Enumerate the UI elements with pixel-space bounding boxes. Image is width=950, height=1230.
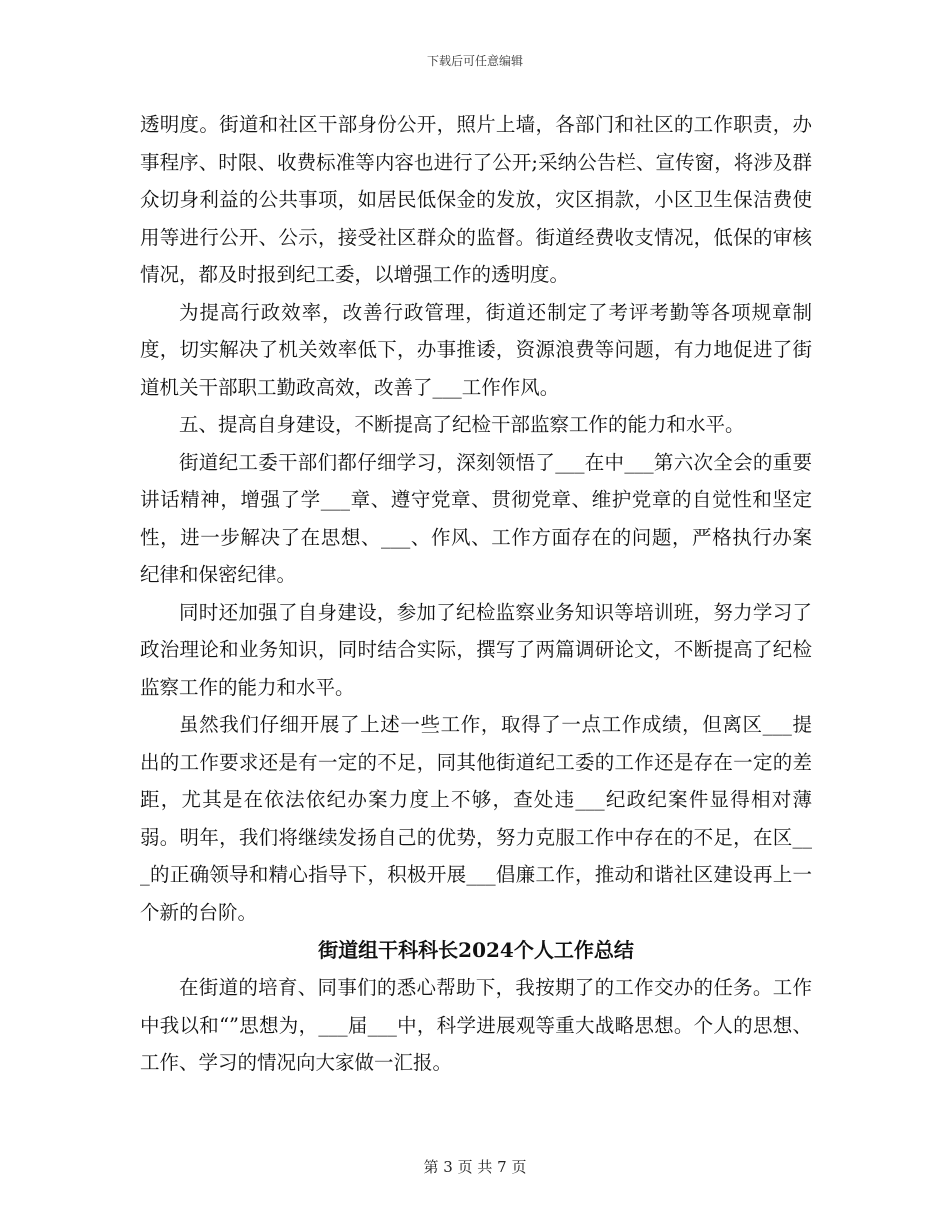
- page-footer: 第 3 页 共 7 页: [423, 1158, 527, 1176]
- paragraph: 五、提高自身建设，不断提高了纪检干部监察工作的能力和水平。: [179, 413, 745, 436]
- paragraph: 透明度。街道和社区干部身份公开，照片上墙，各部门和社区的工作职责，办事程序、时限、收费标准等内容也进行了公开;采纳公告栏、宣传窗，将涉及群众切身利益的公共事项，如居民低保金的发放，灾区捐款，小区卫生保洁费使用等进行公开、公示，接受社区群众的监督。街道经费收支情况，低保的审核情况，都及时报到纪工委，以增强工作的透明度。: [140, 113, 812, 286]
- section-title: 街道组干科科长2024个人工作总结: [318, 938, 634, 962]
- paragraph: 在街道的培育、同事们的悉心帮助下，我按期了的工作交办的任务。工作中我以和“”思想为，___届___中，科学进展观等重大战略思想。个人的思想、工作、学习的情况向大家做一汇报。: [140, 976, 812, 1074]
- paragraph: 虽然我们仔细开展了上述一些工作，取得了一点工作成绩，但离区___提出的工作要求还是有一定的不足，同其他街道纪工委的工作还是存在一定的差距，尤其是在依法依纪办案力度上不够，查处违___纪政纪案件显得相对薄弱。明年，我们将继续发扬自己的优势，努力克服工作中存在的不足，在区___的正确领导和精心指导下，积极开展___倡廉工作，推动和谐社区建设再上一个新的台阶。: [140, 713, 812, 924]
- paragraph: 为提高行政效率，改善行政管理，街道还制定了考评考勤等各项规章制度，切实解决了机关效率低下，办事推诿，资源浪费等问题，有力地促进了街道机关干部职工勤政高效，改善了___工作作风。: [140, 300, 812, 399]
- paragraph: 同时还加强了自身建设，参加了纪检监察业务知识等培训班，努力学习了政治理论和业务知识，同时结合实际，撰写了两篇调研论文，不断提高了纪检监察工作的能力和水平。: [140, 600, 812, 699]
- document-body: [140, 106, 812, 1082]
- paragraph: 街道纪工委干部们都仔细学习，深刻领悟了___在中___第六次全会的重要讲话精神，增强了学___章、遵守党章、贯彻党章、维护党章的自觉性和坚定性，进一步解决了在思想、___、作风、工作方面存在的问题，严格执行办案纪律和保密纪律。: [140, 450, 812, 586]
- page-header: 下载后可任意编辑: [426, 54, 523, 68]
